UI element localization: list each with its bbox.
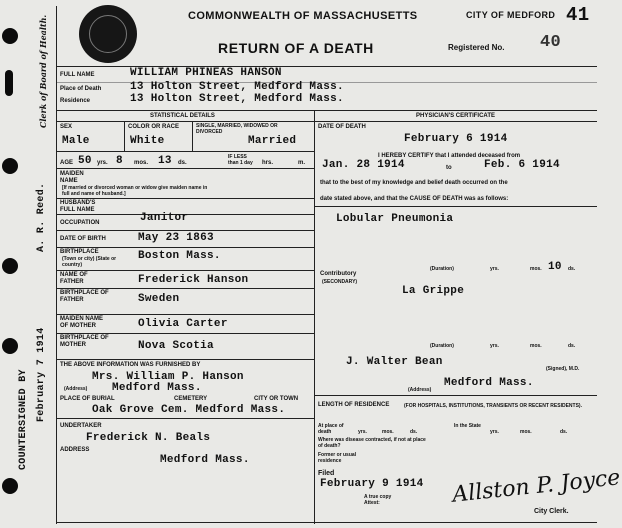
occupation-label: OCCUPATION (60, 220, 100, 226)
ds-label: ds. (178, 160, 187, 166)
duration-label: (Duration) (430, 266, 454, 272)
mother-birthplace-value: Nova Scotia (138, 340, 214, 352)
secondary-label: (SECONDARY) (322, 279, 358, 285)
registered-number: 40 (540, 33, 562, 52)
duration-mos-label-2: mos. (530, 343, 542, 349)
birthplace-value: Boston Mass. (138, 250, 221, 262)
m-label: m. (298, 160, 306, 166)
city-seal (79, 5, 137, 63)
signed-label: (Signed), M.D. (546, 366, 580, 372)
registered-label: Registered No. (448, 43, 505, 52)
attended-to: Feb. 6 1914 (484, 159, 560, 171)
length-note: (FOR HOSPITALS, INSTITUTIONS, TRANSIENTS OR RECENT RESIDENTS). (404, 403, 582, 409)
where-contracted-label: Where was disease contracted, if not at place of death? (318, 437, 426, 449)
city-town-label: CITY OR TOWN (254, 396, 299, 402)
burial-label: PLACE OF BURIAL (60, 396, 115, 402)
certify-text: I HEREBY CERTIFY that I attended deceased from (378, 153, 521, 159)
age-months: 8 (116, 155, 123, 167)
binder-hole (2, 478, 18, 494)
in-state-yrs: yrs. (490, 429, 499, 435)
duration-yrs-label: yrs. (490, 266, 499, 272)
page-number: 41 (566, 4, 590, 26)
father-value: Frederick Hanson (138, 274, 249, 286)
at-place-ds: ds. (410, 429, 418, 435)
undertaker-value: Frederick N. Beals (86, 432, 211, 444)
yrs-label: yrs. (97, 160, 108, 166)
cause-value: Lobular Pneumonia (336, 213, 454, 225)
binder-hole (2, 258, 18, 274)
form-left-border (56, 6, 57, 524)
duration-days: 10 (548, 261, 562, 273)
statistical-heading: STATISTICAL DETAILS (150, 113, 215, 119)
best-knowledge-text: that to the best of my knowledge and belief death occurred on the (320, 180, 508, 186)
marital-value: Married (248, 135, 297, 147)
in-state-mos: mos. (520, 429, 532, 435)
mother-label: MAIDEN NAME OF MOTHER (60, 316, 103, 329)
contributory-label: Contributory (320, 271, 357, 277)
marital-label: SINGLE, MARRIED, WIDOWED OR DIVORCED (196, 123, 278, 135)
full-name-label: FULL NAME (60, 72, 95, 78)
occupation-value: Janitor (140, 212, 189, 224)
father-birthplace-label: BIRTHPLACE OF FATHER (60, 290, 109, 303)
clerk-signature: Allston P. Joyce (451, 465, 622, 508)
certificate-heading: PHYSICIAN'S CERTIFICATE (416, 113, 495, 119)
color-value: White (130, 135, 165, 147)
informant-value: Mrs. William P. Hanson (92, 371, 244, 383)
residence-value: 13 Holton Street, Medford Mass. (130, 93, 344, 105)
to-label: to (446, 165, 452, 171)
duration-mos-label: mos. (530, 266, 542, 272)
mother-birthplace-label: BIRTHPLACE OF MOTHER (60, 335, 109, 348)
true-copy-label: A true copy Attest: (364, 494, 392, 506)
binder-slot (5, 70, 13, 96)
binder-hole (2, 338, 18, 354)
maiden-name-label: MAIDEN NAME (60, 171, 84, 184)
page-title: RETURN OF A DEATH (218, 40, 374, 56)
duration-ds-label: ds. (568, 266, 576, 272)
at-place-mos: mos. (382, 429, 394, 435)
undertaker-label: UNDERTAKER (60, 423, 102, 429)
informant-address-value: Medford Mass. (112, 382, 202, 394)
date-of-death-label: DATE OF DEATH (318, 124, 366, 130)
countersigned-date: February 7 1914 (36, 327, 47, 422)
countersigned-label: COUNTERSIGNED BY (18, 369, 29, 470)
duration-label-2: (Duration) (430, 343, 454, 349)
place-of-death-value: 13 Holton Street, Medford Mass. (130, 81, 344, 93)
filed-label: Filed (318, 470, 335, 477)
at-place-yrs: yrs. (358, 429, 367, 435)
informant-address-label: (Address) (64, 386, 88, 392)
column-divider (314, 110, 315, 524)
physician-address-value: Medford Mass. (444, 377, 534, 389)
mother-value: Olivia Carter (138, 318, 228, 330)
binder-hole (2, 28, 18, 44)
former-residence-label: Former or usual residence (318, 452, 357, 464)
cause-text: date stated above, and that the CAUSE OF DEATH was as follows: (320, 196, 509, 202)
undertaker-address-label: ADDRESS (60, 447, 90, 453)
father-birthplace-value: Sweden (138, 293, 180, 305)
father-label: NAME OF FATHER (60, 272, 88, 285)
countersigned-name: A. R. Reed. (36, 182, 47, 252)
dob-value: May 23 1863 (138, 232, 214, 244)
age-days: 13 (158, 155, 172, 167)
in-state-ds: ds. (560, 429, 568, 435)
length-label: LENGTH OF RESIDENCE (318, 402, 390, 408)
mos-label: mos. (134, 160, 149, 166)
informant-label: THE ABOVE INFORMATION WAS FURNISHED BY (60, 362, 201, 368)
physician-address-label: (Address) (408, 387, 432, 393)
full-name-value: WILLIAM PHINEAS HANSON (130, 67, 282, 79)
dob-label: DATE OF BIRTH (60, 236, 106, 242)
contributory-value: La Grippe (402, 285, 465, 297)
if-less-label: IF LESS than 1 day (228, 154, 253, 166)
clerk-label: Clerk of Board of Health. (38, 14, 48, 128)
sex-label: SEX (60, 124, 73, 130)
attended-from: Jan. 28 1914 (322, 159, 405, 171)
physician-name: J. Walter Bean (346, 356, 443, 368)
birthplace-label: BIRTHPLACE (60, 249, 99, 255)
undertaker-address-value: Medford Mass. (160, 454, 250, 466)
in-state-label: In the State (454, 423, 481, 429)
city-heading: CITY OF MEDFORD (466, 10, 556, 20)
burial-value: Oak Grove Cem. Medford Mass. (92, 404, 286, 416)
maiden-name-note: [If married or divorced woman or widow give maiden name in full and name of husband.] (62, 185, 208, 197)
age-years: 50 (78, 155, 92, 167)
city-clerk-label: City Clerk. (534, 508, 569, 515)
cemetery-label: CEMETERY (174, 396, 208, 402)
binder-hole (2, 158, 18, 174)
commonwealth-heading: COMMONWEALTH OF MASSACHUSETTS (188, 10, 418, 22)
filed-value: February 9 1914 (320, 478, 424, 490)
sex-value: Male (62, 135, 90, 147)
color-label: COLOR OR RACE (128, 124, 179, 130)
residence-label: Residence (60, 98, 91, 104)
duration-ds-label-2: ds. (568, 343, 576, 349)
date-of-death-value: February 6 1914 (404, 133, 508, 145)
place-of-death-label: Place of Death (60, 86, 102, 92)
hrs-label: hrs. (262, 160, 274, 166)
duration-yrs-label-2: yrs. (490, 343, 499, 349)
age-label: AGE (60, 160, 74, 166)
birthplace-note: (Town or city) (State or country) (62, 256, 117, 268)
at-place-label: At place of death (318, 423, 344, 435)
husband-label: HUSBAND'S FULL NAME (60, 200, 96, 213)
